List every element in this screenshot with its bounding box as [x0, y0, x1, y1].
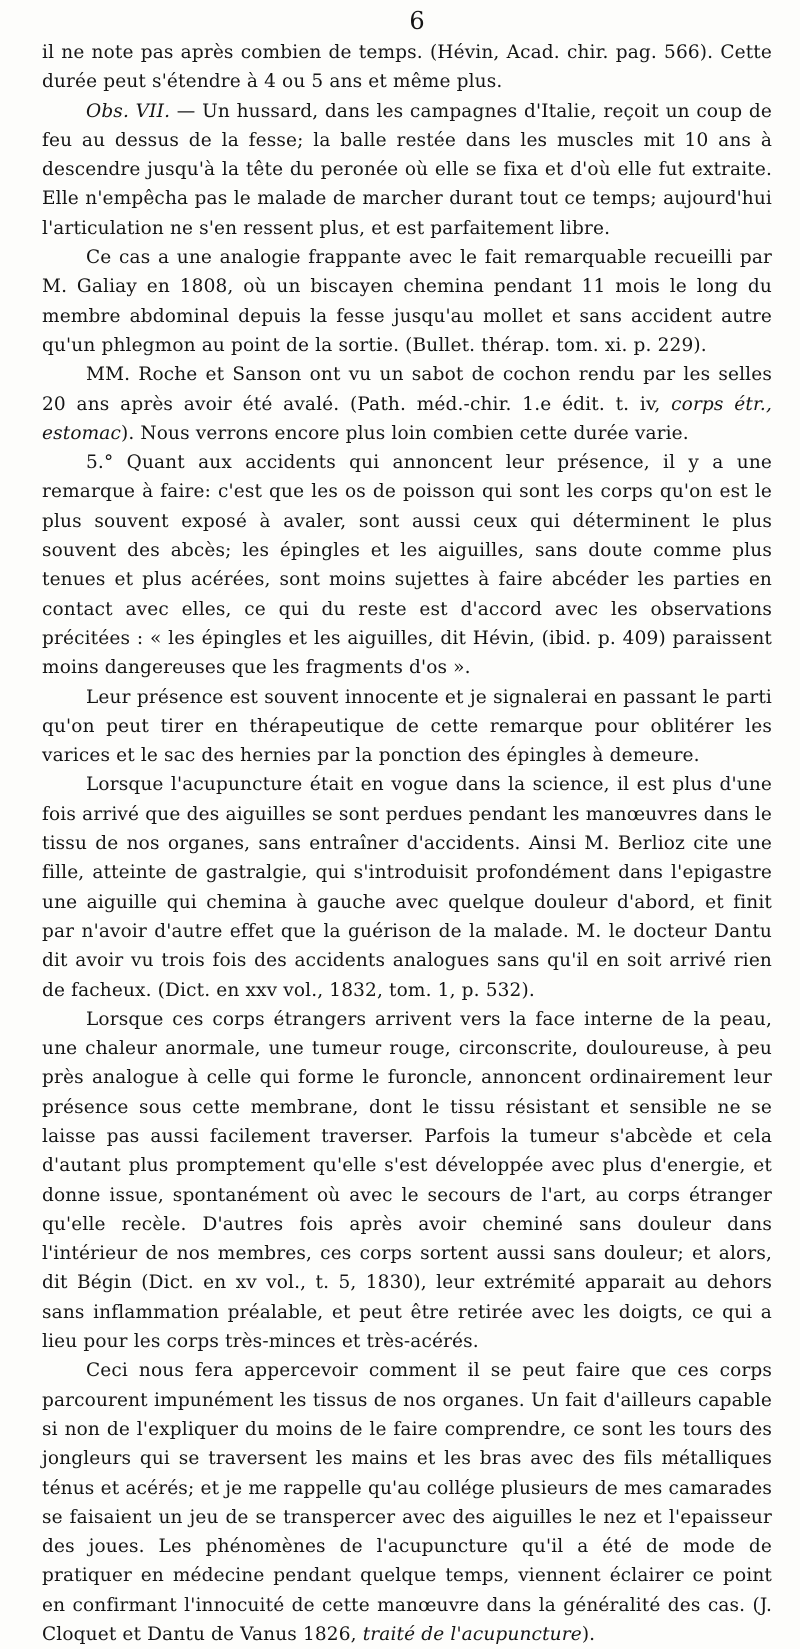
paragraph-roche-sanson: MM. Roche et Sanson ont vu un sabot de cochon rendu par les selles 20 ans après avoir été avalé. (Path. méd.-chir. 1.e édit. t. iv, corps étr., estomac). Nous verrons encore plus loin combien cette durée varie.: [42, 364, 772, 444]
paragraph-acupuncture: Lorsque l'acupuncture était en vogue dans la science, il est plus d'une fois arrivé que des aiguilles se sont perdues pendant les manœuvres dans le tissu de nos organes, sans entraîner d'accidents. Ainsi M. Berlioz cite une fille, atteinte de gastralgie, qui s'introduisit profondément dans l'epigastre une aiguille qui chemina à gauche avec quelque douleur d'abord, et finit par n'avoir d'autre effet que la guérison de la malade. M. le docteur Dantu dit avoir vu trois fois des accidents analogues sans qu'il en soit arrivé rien de facheux. (Dict. en xxv vol., 1832, tom. 1, p. 532).: [42, 774, 772, 1001]
observation-label: Obs. VII.: [86, 100, 171, 122]
citation-italic: corps étr., estomac: [42, 393, 772, 444]
paragraph-corps-etrangers: Lorsque ces corps étrangers arrivent vers la face interne de la peau, une chaleur anormale, une tumeur rouge, circonscrite, douloureuse, à peu près analogue à celle qui forme le furoncle, annoncent ordinairement leur présence sous cette membrane, dont le tissu résistant et sensible ne se laisse pas aussi facilement traverser. Parfois la tumeur s'abcède et cela d'autant plus promptement qu'elle s'est développée avec plus d'energie, et donne issue, spontanément où avec le secours de l'art, au corps étranger qu'elle recèle. D'autres fois après avoir cheminé sans douleur dans l'intérieur de nos membres, ces corps sortent aussi sans douleur; et alors, dit Bégin (Dict. en xv vol., t. 5, 1830), leur extrémité apparait au dehors sans inflammation préalable, et peut être retirée avec les doigts, ce qui a lieu pour les corps très-minces et très-acérés.: [42, 1008, 772, 1353]
paragraph-accidents: 5.° Quant aux accidents qui annoncent leur présence, il y a une remarque à faire: c'est que les os de poisson qui sont les corps qu'on est le plus souvent exposé à avaler, sont aussi ceux qui déterminent le plus souvent des abcès; les épingles et les aiguilles, sans doute comme plus tenues et plus acérées, sont moins sujettes à faire abcéder les parties en contact avec elles, ce qui du reste est d'accord avec les observations précitées : « les épingles et les aiguilles, dit Hévin, (ibid. p. 409) paraissent moins dangereuses que les fragments d'os ».: [42, 452, 772, 679]
page-number: 6: [409, 7, 425, 35]
citation-italic: traité de l'acupuncture: [362, 1624, 582, 1646]
paragraph-observation-vii: Obs. VII. — Un hussard, dans les campagnes d'Italie, reçoit un coup de feu au dessus de la fesse; la balle restée dans les muscles mit 10 ans à descendre jusqu'à la tête du peronée où elle se fixa et d'où elle fut extraite. Elle n'empêcha pas le malade de marcher durant tout ce temps; aujourd'hui l'articulation ne s'en ressent plus, et est parfaitement libre.: [42, 100, 772, 239]
paragraph-galiay: Ce cas a une analogie frappante avec le fait remarquable recueilli par M. Galiay en 1808, où un biscayen chemina pendant 11 mois le long du membre abdominal depuis la fesse jusqu'au mollet et sans accident autre qu'un phlegmon au point de la sortie. (Bullet. thérap. tom. xi. p. 229).: [42, 247, 772, 356]
paragraph-presence-innocente: Leur présence est souvent innocente et je signalerai en passant le parti qu'on peut tirer en thérapeutique de cette remarque pour oblitérer les varices et le sac des hernies par la ponction des épingles à demeure.: [42, 686, 772, 767]
paragraph-jongleurs: Ceci nous fera appercevoir comment il se peut faire que ces corps parcourent impunément les tissus de nos organes. Un fait d'ailleurs capable si non de l'expliquer du moins de le faire comprendre, ce sont les tours des jongleurs qui se traversent les mains et les bras avec des fils métalliques ténus et acérés; et je me rappelle qu'au collége plusieurs de mes camarades se faisaient un jeu de se transpercer avec des aiguilles le nez et l'epaisseur des joues. Les phénomènes de l'acupuncture qu'il a été de mode de pratiquer en médecine pendant quelque temps, viennent éclairer ce point en confirmant l'innocuité de cette manœuvre dans la généralité des cas. (J. Cloquet et Dantu de Vanus 1826, traité de l'acupuncture).: [42, 1360, 772, 1646]
paragraph-1: il ne note pas après combien de temps. (Hévin, Acad. chir. pag. 566). Cette durée peut s'étendre à 4 ou 5 ans et même plus.: [42, 42, 772, 93]
